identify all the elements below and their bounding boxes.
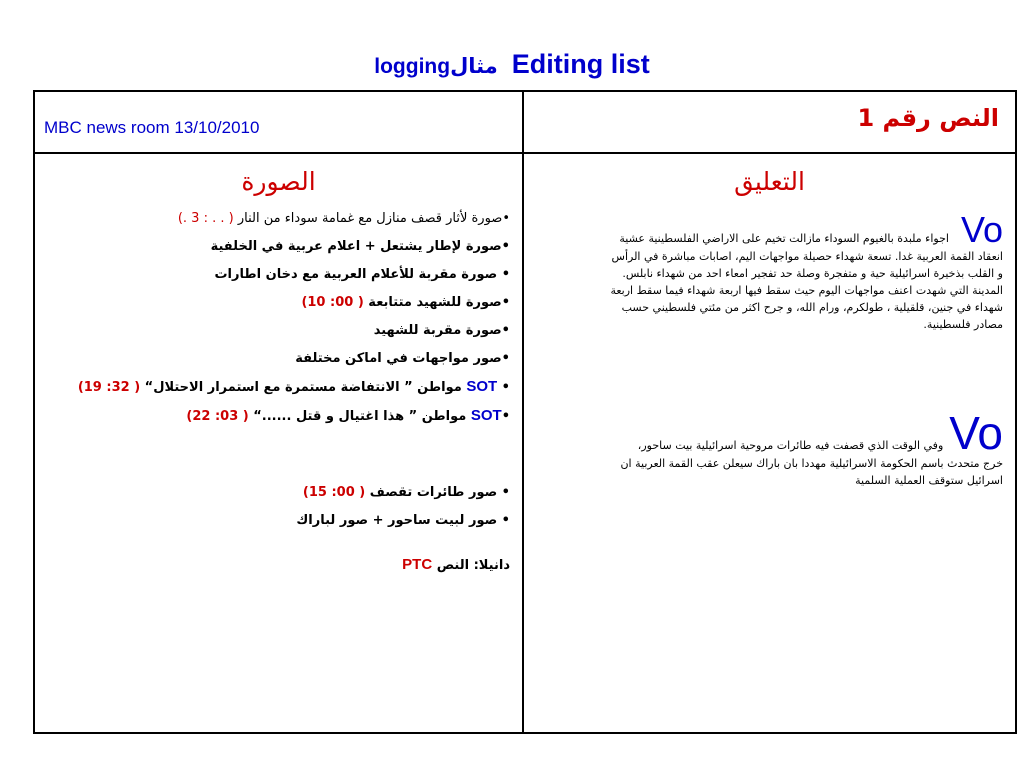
header-row [34, 91, 1016, 153]
item-text: • [501, 409, 510, 424]
item-text-2: مواطن ” الانتفاضة مستمرة مع استمرار الاحتلال“ [140, 380, 467, 395]
commentary-line: اجواء ملبدة بالغيوم السوداء مازالت تخيم على الاراضي الفلسطينية عشية [619, 232, 949, 245]
title-english: Editing list [511, 49, 650, 79]
newsroom-cell [34, 91, 523, 153]
image-column [34, 153, 523, 733]
list-item [45, 262, 510, 287]
item-text: • صور لبيت ساحور + صور لباراك [296, 513, 510, 528]
text-number-label: النص رقم 1 [857, 104, 999, 132]
item-text-2: مواطن ” هذا اغتيال و قتل ......“ [248, 409, 471, 424]
item-text: دانيلا: النص [432, 558, 510, 573]
image-list [35, 200, 522, 578]
list-item [45, 318, 510, 343]
spacer [45, 536, 510, 552]
list-item [45, 374, 510, 400]
editing-table [33, 90, 1017, 734]
commentary-line: المدينة التي شهدت اعنف مواجهات اليوم حيث سقط فيها اربعة شهداء فيما سقط اربعة [610, 284, 1003, 297]
ptc-tag: PTC [402, 556, 433, 573]
timecode: ( . . : 3 .) [177, 211, 234, 226]
timecode: ( 32: 19) [77, 380, 141, 395]
title-logging: logging [374, 55, 451, 78]
newsroom-label: MBC news room 13/10/2010 [44, 118, 260, 137]
item-text: • صورة مقربة للأعلام العربية مع دخان اطارات [214, 267, 510, 282]
item-text: •صور مواجهات في اماكن مختلفة [295, 351, 510, 366]
item-text: • صور طائرات تقصف [365, 485, 510, 500]
page-title [0, 44, 1024, 87]
commentary-line: شهداء في جنين، قلقيلية ، طولكرم، ورام الله، و جرح اكثر من مئتي فلسطيني حسب [621, 301, 1003, 314]
commentary-line: وفي الوقت الذي قصفت فيه طائرات مروحية اسرائيلية بيت ساحور، [637, 439, 944, 452]
commentary-first-line [534, 407, 1003, 459]
commentary-line: مصادر فلسطينية. [923, 318, 1003, 331]
item-text: •صورة لإطار يشتعل + اعلام عربية في الخلفية [210, 239, 510, 254]
commentary-line: و القلب بذخيرة اسرائيلية حية و متفجرة وصلة حد تفجير امعاء احد من شهداء نابلس. [622, 267, 1003, 280]
list-item [45, 346, 510, 371]
list-item [45, 508, 510, 533]
commentary-block-1 [534, 209, 1003, 333]
spacer [45, 432, 510, 480]
vo-label: Vo [960, 209, 1003, 250]
commentary-block-2 [534, 407, 1003, 489]
title-arabic: مثال [450, 54, 498, 78]
timecode: ( 00: 10) [301, 295, 364, 310]
content-row [34, 153, 1016, 733]
vo-label: Vo [949, 407, 1003, 459]
list-item [45, 552, 510, 578]
list-item [45, 234, 510, 259]
commentary-line: انعقاد القمة العربية غدا. تسعة شهداء حصيلة مواجهات اليم، اصابات مباشرة في الرأس [611, 250, 1003, 263]
list-item [45, 206, 510, 231]
commentary-body [524, 209, 1015, 489]
list-item [45, 403, 510, 429]
item-text: • [497, 380, 510, 395]
list-item [45, 290, 510, 315]
commentary-column [523, 153, 1016, 733]
commentary-line: اسرائيل ستوقف العملية السلمية [855, 474, 1003, 487]
item-text: •صورة للشهيد متتابعة [363, 295, 510, 310]
sot-tag: SOT [466, 378, 498, 395]
image-column-title: الصورة [241, 167, 316, 196]
commentary-first-line [534, 209, 1003, 250]
timecode: ( 03: 22) [186, 409, 249, 424]
item-text: •صورة لأثار قصف منازل مع غمامة سوداء من النار [233, 211, 510, 226]
text-number-cell [523, 91, 1016, 153]
list-item [45, 480, 510, 505]
timecode: ( 00: 15) [302, 485, 366, 500]
sot-tag: SOT [470, 407, 502, 424]
commentary-column-title: التعليق [734, 167, 805, 196]
commentary-line: خرج متحدث باسم الحكومة الاسرائيلية مهددا بان باراك سيعلن عقب القمة العربية ان [620, 457, 1003, 470]
item-text: •صورة مقربة للشهيد [373, 323, 510, 338]
